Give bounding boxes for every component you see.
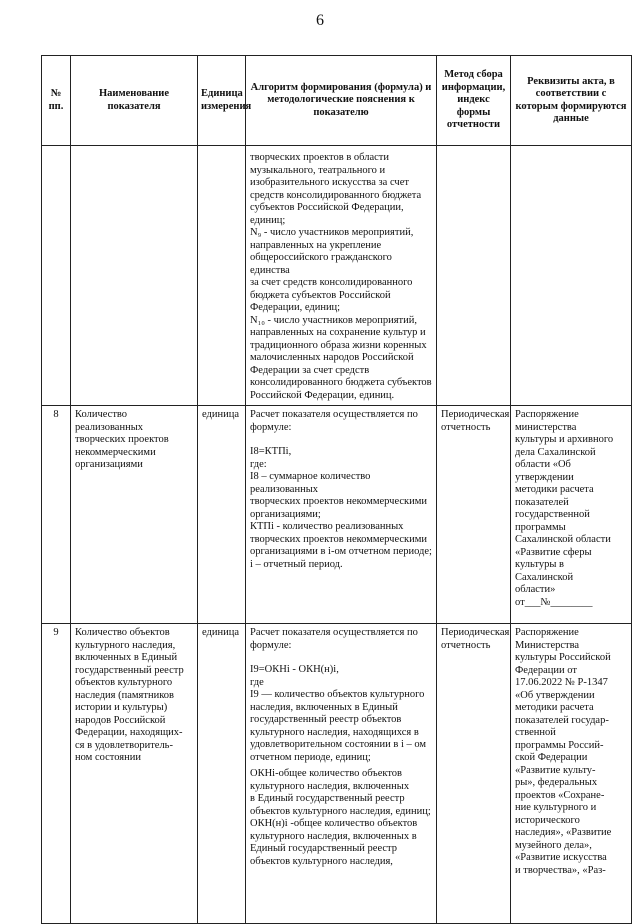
text-line: «Развитие культу- (515, 764, 596, 776)
text-line: отчетном периоде, единиц; (250, 751, 371, 763)
text-line: Министерства (515, 639, 580, 651)
text-line: наследия», «Развитие (515, 827, 612, 838)
algorithm-intro (250, 409, 432, 434)
text-line: i – отчетный период. (250, 558, 343, 570)
text-line: Сахалинской (515, 571, 574, 583)
table-row (42, 146, 632, 406)
text-line: наследия (памятников (75, 689, 174, 701)
cell-unit: единица (198, 624, 246, 924)
text-line: проектов «Сохране- (515, 789, 605, 801)
text-line: ОКН(н)i -общее количество объектов (250, 818, 418, 829)
indicators-table (41, 55, 632, 924)
text-line: включенных в Единый (75, 652, 178, 663)
text-line: методики расчета (515, 484, 594, 495)
text-line: министерства (515, 421, 577, 433)
text-line: «Об утверждении (515, 689, 595, 701)
text-line: государственной (515, 509, 590, 520)
text-line: творческих проектов в области (250, 152, 390, 163)
text-line: Федерации от (515, 664, 577, 676)
text-line: культуры в (515, 559, 564, 570)
text-line: от___№________ (515, 596, 593, 608)
text-line: традиционного образа жизни коренных (250, 339, 427, 351)
text-line: исторического (515, 814, 580, 826)
text-line: малочисленных народов Российской (250, 352, 414, 363)
text-line: Распоряжение (515, 627, 579, 638)
text-line: программы Россий- (515, 739, 604, 751)
text-line: ном состоянии (75, 752, 141, 763)
algorithm-text (250, 459, 432, 572)
text-line: ской Федерации (515, 752, 588, 763)
algorithm-text (250, 152, 432, 402)
text-line: ственной (515, 727, 556, 738)
text-line: Сахалинской области (515, 534, 611, 545)
header-unit: Единица измерения (198, 56, 246, 146)
text-line: культурного наследия, находящихся в (250, 726, 419, 738)
header-method: Метод сбора информации, индекс формы отчетности (437, 56, 511, 146)
text-line: Расчет показателя осуществляется по (250, 627, 418, 638)
text-line: единиц; (250, 214, 286, 226)
text-line: формуле: (250, 421, 292, 433)
cell-num (42, 146, 71, 406)
algorithm-text (250, 677, 432, 765)
text-line: показателей (515, 496, 569, 508)
cell-name (71, 406, 198, 624)
cell-algorithm (246, 624, 437, 924)
algorithm-text-continued (250, 768, 432, 868)
text-line: некоммерческими (75, 446, 156, 458)
text-line: и творчества», «Раз- (515, 864, 606, 876)
text-line: музыкального, театрального и (250, 164, 386, 176)
text-line: отчетность (441, 639, 491, 651)
text-line: творческих проектов (75, 434, 169, 445)
text-line: I8 – суммарное количество реализованных (250, 471, 371, 495)
text-line: ры», федеральных (515, 777, 598, 788)
method-text (441, 627, 510, 652)
text-line: Федерации, единиц; (250, 302, 341, 313)
text-line: удовлетворительном состоянии в i – ом (250, 739, 427, 750)
act-text (515, 627, 627, 877)
text-line: истории и культуры) (75, 702, 168, 713)
text-line: культурного наследия, (75, 639, 176, 651)
text-line: субъектов Российской Федерации, (250, 202, 404, 213)
text-line: общероссийского гражданского единства (250, 252, 392, 276)
text-line: Периодическая (441, 409, 510, 420)
text-line: программы (515, 521, 566, 533)
text-line: направленных на сохранение культур и (250, 327, 426, 338)
text-line: Единый государственный реестр (250, 843, 398, 854)
text-line: реализованных (75, 421, 144, 433)
text-line: отчетность (441, 421, 491, 433)
cell-algorithm (246, 146, 437, 406)
text-line: 17.06.2022 № Р-1347 (515, 677, 608, 688)
cell-name (71, 624, 198, 924)
cell-unit (198, 146, 246, 406)
page-number: 6 (316, 12, 324, 29)
text-line: показателей государ- (515, 714, 609, 726)
text-line: Количество объектов (75, 627, 170, 638)
text-line: «Развитие сферы (515, 546, 592, 558)
text-line: Распоряжение (515, 409, 579, 420)
text-line: ся в удовлетворитель- (75, 739, 173, 751)
text-line: Российской Федерации, единиц. (250, 389, 395, 401)
header-num: № пп. (42, 56, 71, 146)
text-line: методики расчета (515, 702, 594, 713)
text-line: государственный реестр объектов (250, 714, 402, 725)
text-line: утверждении (515, 471, 574, 483)
text-line: Периодическая (441, 627, 510, 638)
cell-method (437, 624, 511, 924)
text-line: Федерации за счет средств (250, 364, 370, 376)
text-line: дела Сахалинской (515, 446, 596, 458)
header-act: Реквизиты акта, в соответствии с которым формируются данные (511, 56, 632, 146)
table-header-row (42, 56, 632, 146)
cell-num: 9 (42, 624, 71, 924)
cell-algorithm (246, 406, 437, 624)
text-line: бюджета субъектов Российской (250, 289, 391, 301)
indicator-name (75, 409, 193, 472)
text-line: государственный реестр (75, 664, 184, 676)
table-row (42, 406, 632, 624)
act-text (515, 409, 627, 609)
text-line: культуры Российской (515, 652, 611, 663)
algorithm-intro (250, 627, 432, 652)
text-line: организациями в i-ом отчетном периоде; (250, 546, 432, 557)
cell-num: 8 (42, 406, 71, 624)
text-line: «Развитие искусства (515, 852, 607, 863)
table-row (42, 624, 632, 924)
text-line: наследия, включенных в Единый (250, 701, 398, 713)
header-name: Наименование показателя (71, 56, 198, 146)
text-line: ОКНi-общее количество объектов (250, 768, 402, 779)
text-line: творческих проектов некоммерческими (250, 533, 428, 545)
formula: I8=КТПi, (250, 446, 292, 457)
text-line: где (250, 676, 264, 688)
text-line: КТПi - количество реализованных (250, 521, 404, 532)
text-line: объектов культурного наследия, (250, 855, 393, 867)
text-line: в Единый государственный реестр (250, 793, 405, 804)
formula: I9=ОКНi - ОКН(н)i, (250, 664, 339, 675)
text-line: N₁₀ - число участников мероприятий, (250, 314, 417, 326)
text-line: изобразительного искусства за счет (250, 177, 409, 188)
method-text (441, 409, 510, 434)
indicator-name (75, 627, 193, 765)
text-line: культурного наследия, включенных в (250, 830, 417, 842)
text-line: консолидированного бюджета субъектов (250, 377, 432, 388)
cell-act (511, 624, 632, 924)
text-line: народов Российской (75, 714, 166, 726)
text-line: средств консолидированного бюджета (250, 189, 422, 201)
text-line: где: (250, 458, 267, 470)
text-line: культуры и архивного (515, 434, 614, 445)
text-line: организациями (75, 459, 143, 470)
text-line: культурного наследия, включенных (250, 780, 410, 792)
text-line: области «Об (515, 459, 571, 470)
cell-act (511, 146, 632, 406)
text-line: объектов культурного (75, 677, 173, 688)
text-line: за счет средств консолидированного (250, 277, 413, 288)
text-line: области» (515, 584, 556, 595)
cell-act (511, 406, 632, 624)
text-line: ние культурного и (515, 802, 597, 813)
cell-name (71, 146, 198, 406)
text-line: организациями; (250, 508, 321, 520)
text-line: творческих проектов некоммерческими (250, 496, 428, 507)
text-line: Федерации, находящих- (75, 727, 183, 738)
text-line: объектов культурного наследия, единиц; (250, 805, 431, 817)
text-line: Расчет показателя осуществляется по (250, 409, 418, 420)
text-line: формуле: (250, 639, 292, 651)
text-line: N₉ - число участников мероприятий, (250, 227, 414, 238)
text-line: направленных на укрепление (250, 239, 382, 251)
header-algorithm: Алгоритм формирования (формула) и методологические пояснения к показателю (246, 56, 437, 146)
cell-method (437, 406, 511, 624)
cell-unit: единица (198, 406, 246, 624)
text-line: I9 — количество объектов культурного (250, 689, 425, 700)
text-line: музейного дела», (515, 839, 592, 851)
cell-method (437, 146, 511, 406)
text-line: Количество (75, 409, 128, 420)
